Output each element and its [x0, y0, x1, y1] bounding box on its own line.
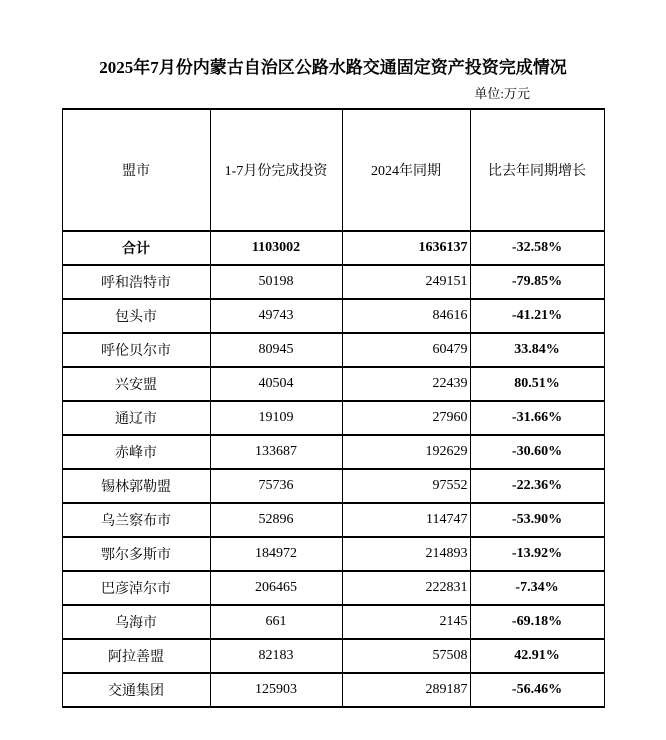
current-investment-cell: 50198	[210, 265, 342, 299]
table-row	[62, 401, 604, 435]
growth-rate-cell: -79.85%	[470, 265, 604, 299]
region-name-cell: 包头市	[62, 299, 210, 333]
growth-rate-cell: 33.84%	[470, 333, 604, 367]
current-investment-cell: 82183	[210, 639, 342, 673]
growth-rate-cell: -13.92%	[470, 537, 604, 571]
region-name-cell: 交通集团	[62, 673, 210, 707]
previous-period-cell: 114747	[342, 503, 470, 537]
previous-period-cell: 60479	[342, 333, 470, 367]
previous-period-cell: 214893	[342, 537, 470, 571]
region-name-cell: 呼伦贝尔市	[62, 333, 210, 367]
table-row	[62, 639, 604, 673]
investment-table	[62, 108, 605, 708]
column-header-current: 1-7月份完成投资	[210, 109, 342, 231]
table-row	[62, 503, 604, 537]
current-investment-cell: 206465	[210, 571, 342, 605]
table-row	[62, 571, 604, 605]
table-row	[62, 537, 604, 571]
previous-period-cell: 57508	[342, 639, 470, 673]
current-investment-cell: 52896	[210, 503, 342, 537]
region-name-cell: 赤峰市	[62, 435, 210, 469]
growth-rate-cell: -30.60%	[470, 435, 604, 469]
table-row	[62, 231, 604, 265]
unit-label: 单位:万元	[474, 86, 530, 101]
region-name-cell: 合计	[62, 231, 210, 265]
current-investment-cell: 125903	[210, 673, 342, 707]
current-investment-cell: 1103002	[210, 231, 342, 265]
region-name-cell: 鄂尔多斯市	[62, 537, 210, 571]
table-row	[62, 265, 604, 299]
previous-period-cell: 27960	[342, 401, 470, 435]
page-title: 2025年7月份内蒙古自治区公路水路交通固定资产投资完成情况	[99, 58, 567, 77]
previous-period-cell: 222831	[342, 571, 470, 605]
growth-rate-cell: 42.91%	[470, 639, 604, 673]
previous-period-cell: 289187	[342, 673, 470, 707]
growth-rate-cell: -22.36%	[470, 469, 604, 503]
table-row	[62, 333, 604, 367]
growth-rate-cell: -53.90%	[470, 503, 604, 537]
column-header-region: 盟市	[62, 109, 210, 231]
previous-period-cell: 192629	[342, 435, 470, 469]
table-row	[62, 673, 604, 707]
growth-rate-cell: -69.18%	[470, 605, 604, 639]
growth-rate-cell: -56.46%	[470, 673, 604, 707]
region-name-cell: 呼和浩特市	[62, 265, 210, 299]
current-investment-cell: 133687	[210, 435, 342, 469]
table-header	[62, 109, 604, 231]
previous-period-cell: 97552	[342, 469, 470, 503]
previous-period-cell: 1636137	[342, 231, 470, 265]
table-row	[62, 299, 604, 333]
region-name-cell: 通辽市	[62, 401, 210, 435]
growth-rate-cell: -41.21%	[470, 299, 604, 333]
table-row	[62, 605, 604, 639]
region-name-cell: 阿拉善盟	[62, 639, 210, 673]
column-header-previous: 2024年同期	[342, 109, 470, 231]
header-row	[62, 109, 604, 231]
growth-rate-cell: -7.34%	[470, 571, 604, 605]
region-name-cell: 锡林郭勒盟	[62, 469, 210, 503]
current-investment-cell: 75736	[210, 469, 342, 503]
table-body	[62, 231, 604, 707]
current-investment-cell: 661	[210, 605, 342, 639]
region-name-cell: 兴安盟	[62, 367, 210, 401]
table-row	[62, 469, 604, 503]
table-row	[62, 367, 604, 401]
current-investment-cell: 184972	[210, 537, 342, 571]
growth-rate-cell: -31.66%	[470, 401, 604, 435]
region-name-cell: 乌兰察布市	[62, 503, 210, 537]
growth-rate-cell: 80.51%	[470, 367, 604, 401]
previous-period-cell: 22439	[342, 367, 470, 401]
current-investment-cell: 80945	[210, 333, 342, 367]
region-name-cell: 巴彦淖尔市	[62, 571, 210, 605]
previous-period-cell: 249151	[342, 265, 470, 299]
current-investment-cell: 40504	[210, 367, 342, 401]
previous-period-cell: 2145	[342, 605, 470, 639]
column-header-growth: 比去年同期增长	[470, 109, 604, 231]
current-investment-cell: 49743	[210, 299, 342, 333]
region-name-cell: 乌海市	[62, 605, 210, 639]
table-row	[62, 435, 604, 469]
growth-rate-cell: -32.58%	[470, 231, 604, 265]
current-investment-cell: 19109	[210, 401, 342, 435]
previous-period-cell: 84616	[342, 299, 470, 333]
